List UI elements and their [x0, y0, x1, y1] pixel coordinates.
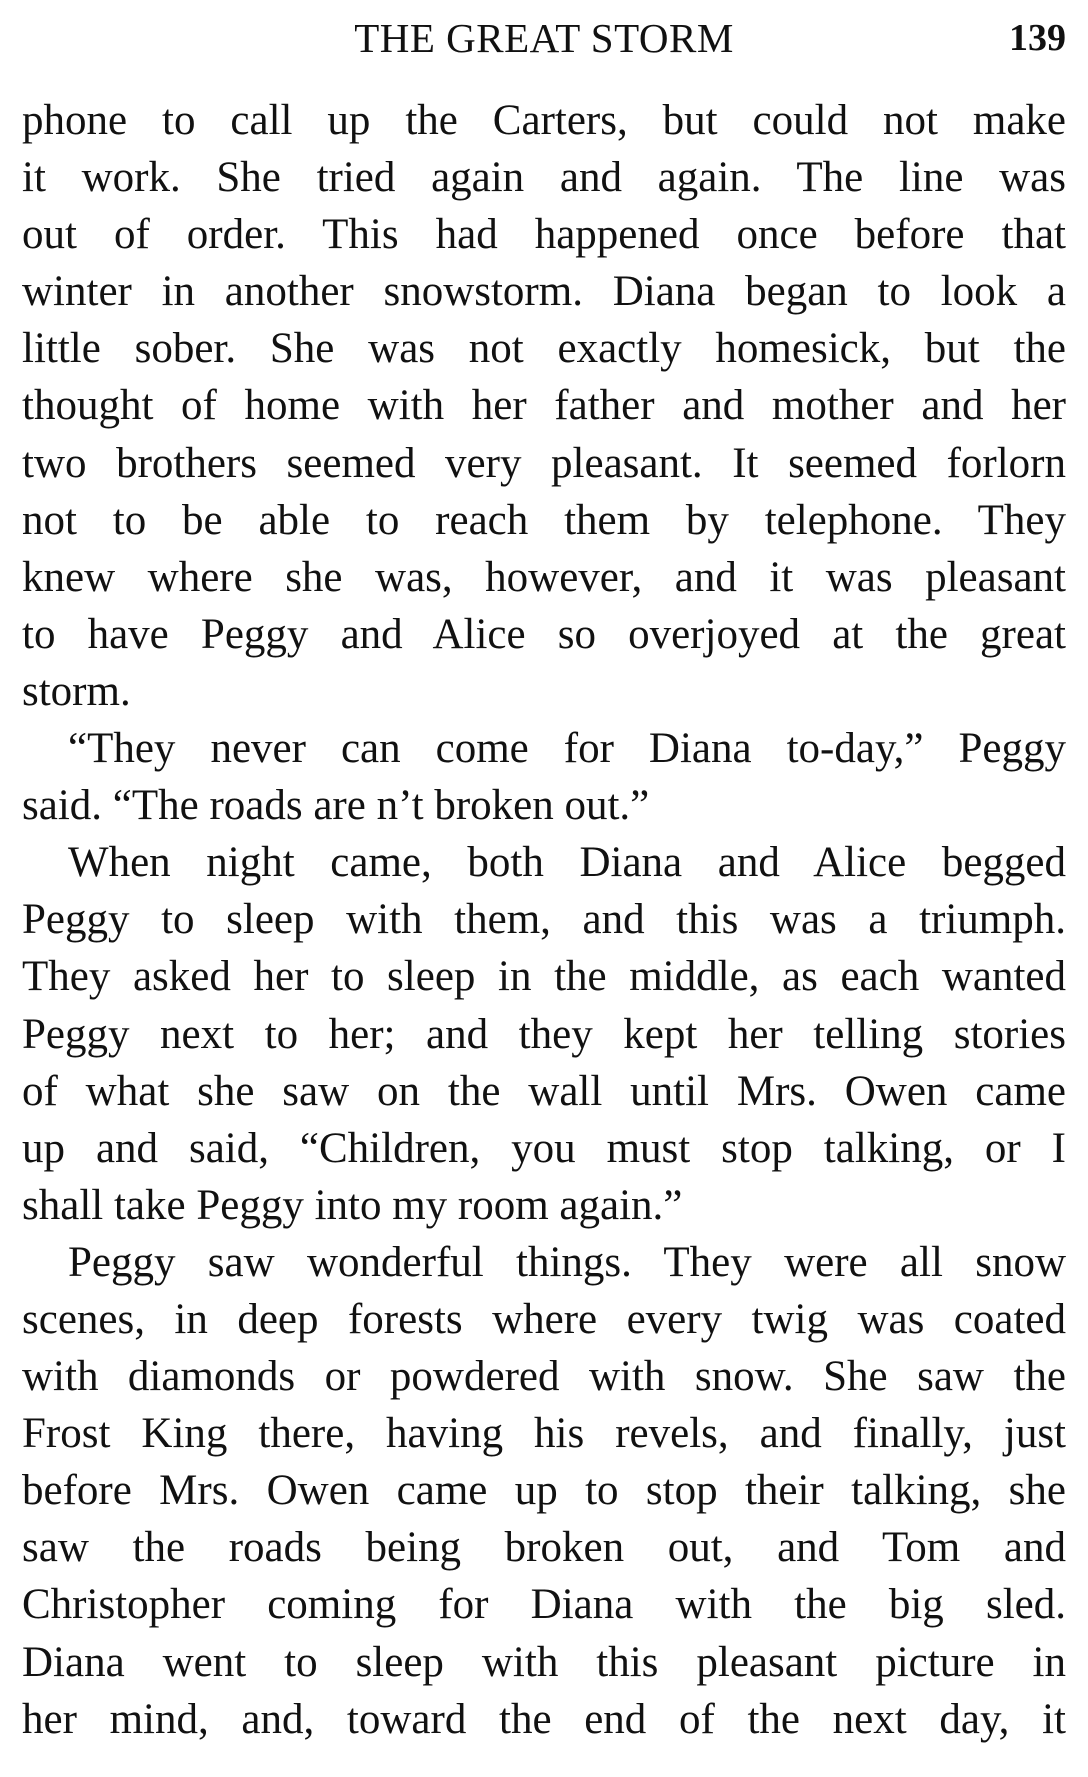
text-line: shall take Peggy into my room again.”: [22, 1181, 683, 1229]
text-line: knew where she was, however, and it was pleasant: [22, 553, 1066, 601]
text-line: little sober. She was not exactly homesick, but the: [22, 325, 1066, 373]
text-line: When night came, both Diana and Alice begged: [68, 839, 1066, 887]
text-line: up and said, “Children, you must stop talking, or I: [22, 1124, 1066, 1172]
text-line: her mind, and, toward the end of the next day, it: [22, 1695, 1066, 1743]
text-line: Peggy saw wonderful things. They were all snow: [68, 1238, 1066, 1286]
body-text: [22, 92, 1066, 1748]
text-line: two brothers seemed very pleasant. It seemed forlorn: [22, 439, 1066, 487]
text-line: phone to call up the Carters, but could not make: [22, 97, 1066, 144]
text-line: scenes, in deep forests where every twig was coated: [22, 1295, 1066, 1343]
text-line: Frost King there, having his revels, and finally, just: [22, 1410, 1066, 1458]
text-line: thought of home with her father and mother and her: [22, 382, 1066, 430]
text-line: winter in another snowstorm. Diana began to look a: [22, 268, 1066, 316]
text-line: to have Peggy and Alice so overjoyed at the great: [22, 610, 1066, 658]
text-line: Peggy next to her; and they kept her telling stories: [22, 1010, 1066, 1058]
text-line: Diana went to sleep with this pleasant picture in: [22, 1638, 1066, 1686]
text-line: They asked her to sleep in the middle, as each wanted: [22, 953, 1066, 1001]
text-line: not to be able to reach them by telephone. They: [22, 496, 1066, 544]
text-line: out of order. This had happened once before that: [22, 211, 1066, 259]
text-line: it work. She tried again and again. The line was: [22, 154, 1066, 202]
text-line: said. “The roads are n’t broken out.”: [22, 782, 650, 830]
running-header: [22, 8, 1066, 68]
text-line: “They never can come for Diana to-day,” Peggy: [68, 725, 1066, 773]
page-number: 139: [1009, 17, 1066, 59]
text-line: Peggy to sleep with them, and this was a triumph.: [22, 896, 1066, 944]
text-line: with diamonds or powdered with snow. She saw the: [22, 1353, 1066, 1401]
running-title: THE GREAT STORM: [354, 15, 734, 61]
text-line: before Mrs. Owen came up to stop their talking, she: [22, 1467, 1066, 1515]
text-line: saw the roads being broken out, and Tom and: [22, 1524, 1066, 1572]
text-line: storm.: [22, 667, 131, 715]
text-line: Christopher coming for Diana with the big sled.: [22, 1581, 1066, 1629]
text-line: of what she saw on the wall until Mrs. Owen came: [22, 1067, 1066, 1115]
